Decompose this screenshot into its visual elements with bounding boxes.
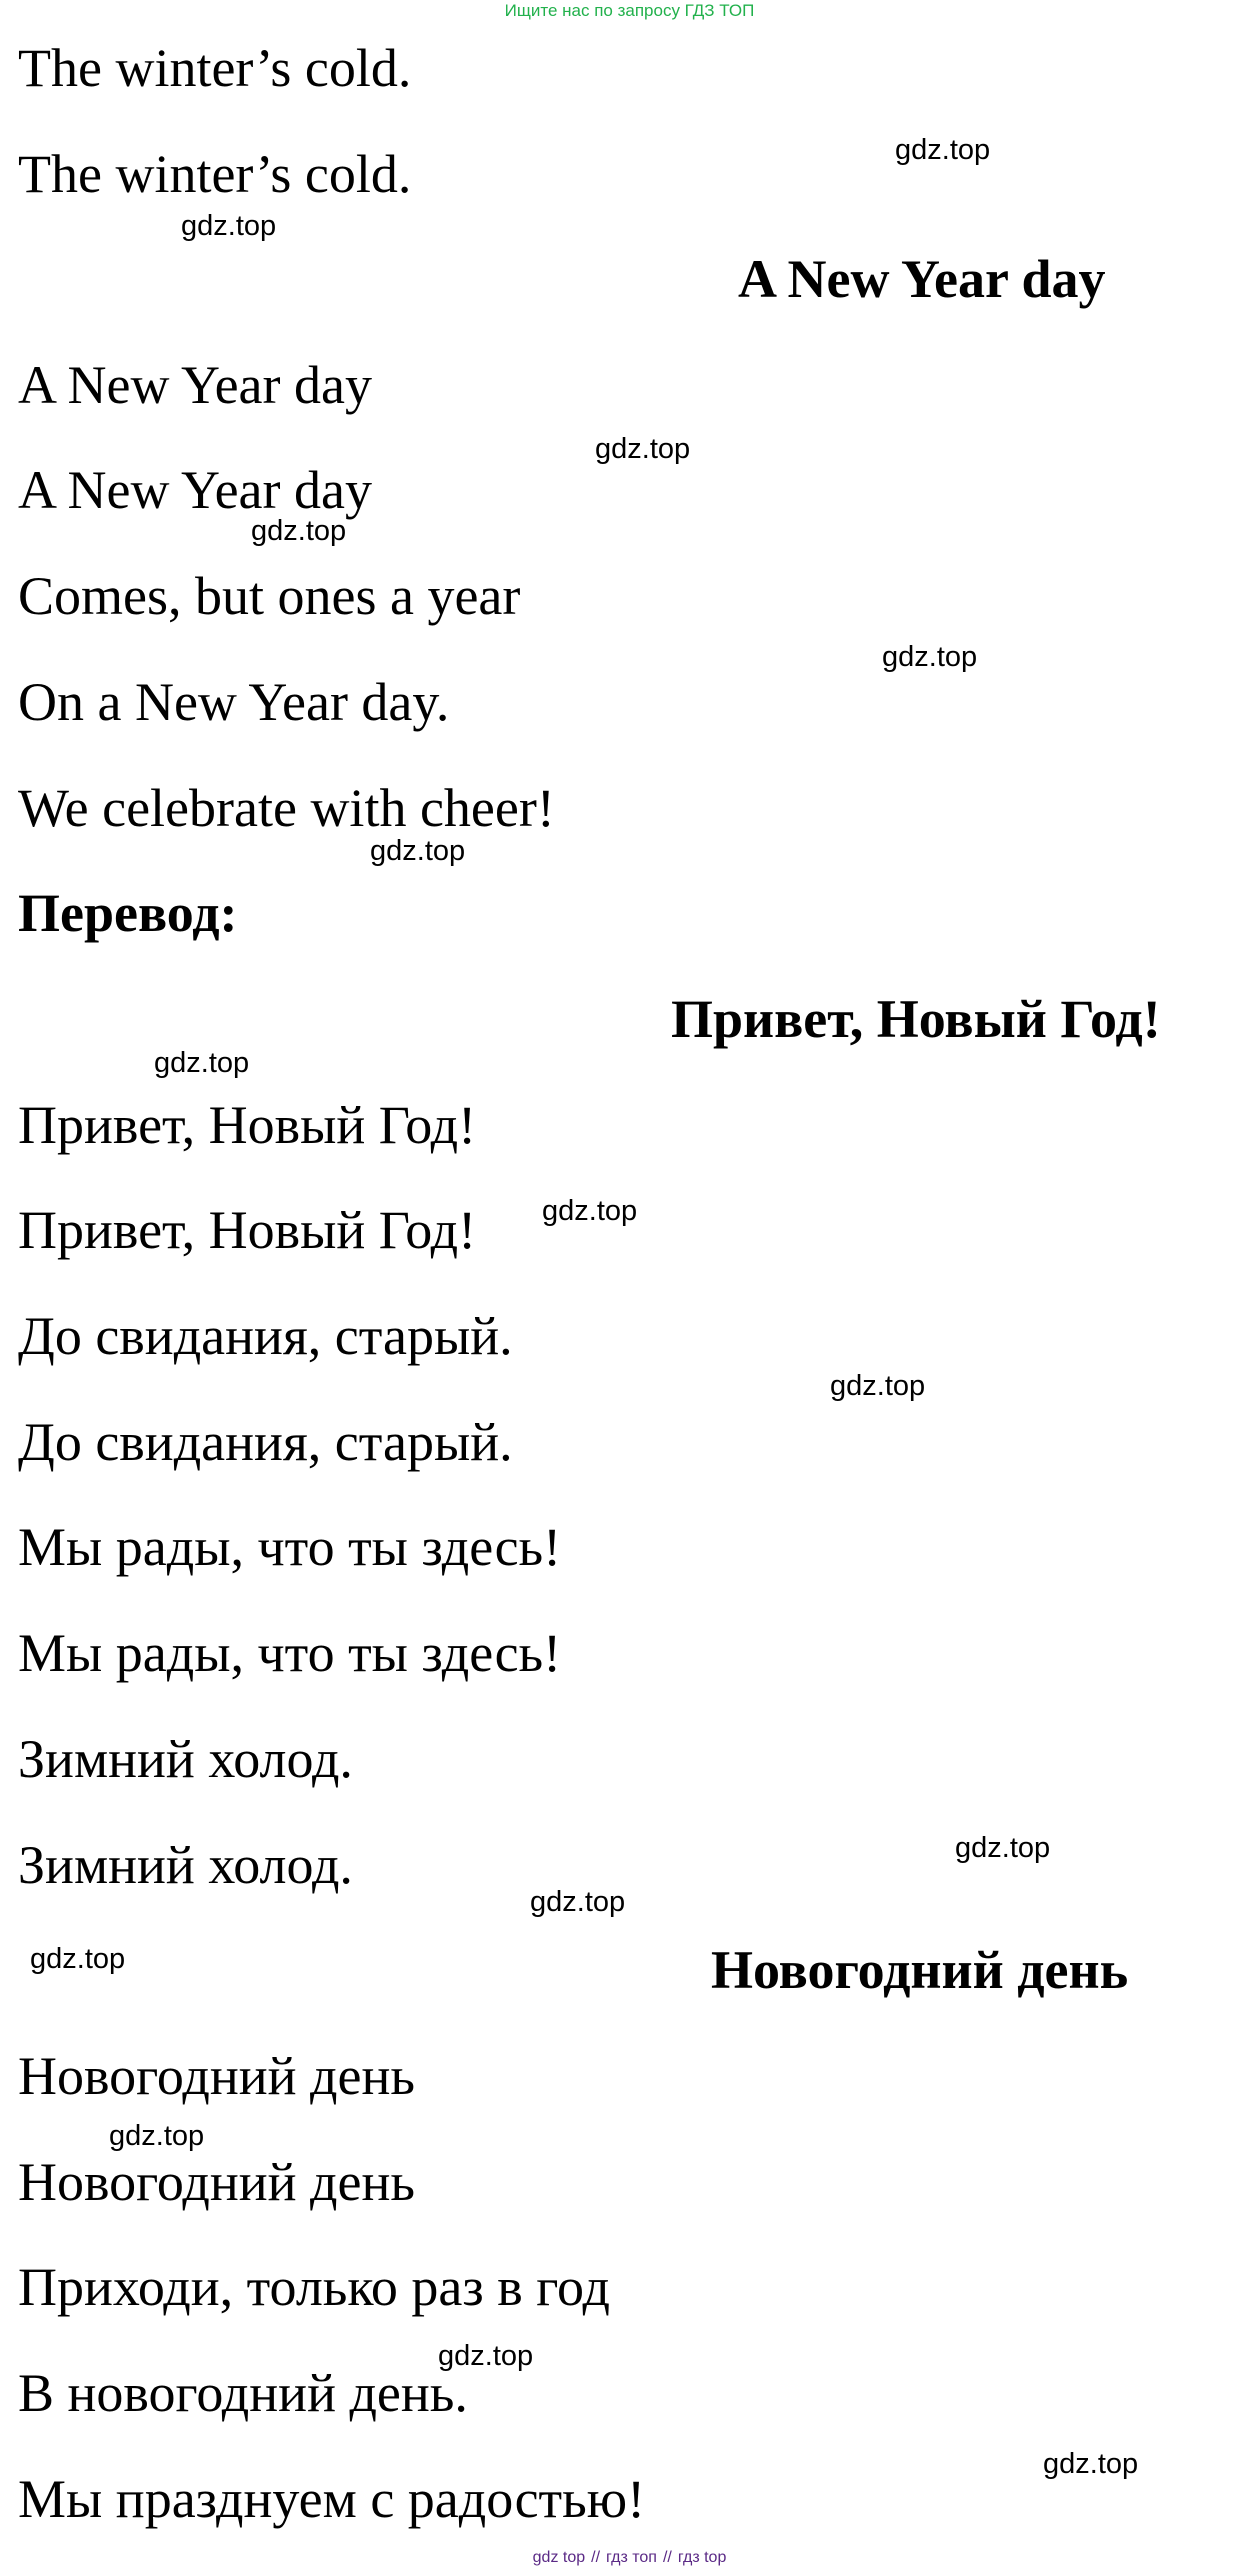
translation-title: Новогодний день [711,1940,1129,2000]
translation-line: Приходи, только раз в год [18,2257,610,2317]
footer-link[interactable]: гдз top [677,2549,727,2566]
translation-line: До свидания, старый. [18,1306,513,1366]
watermark: gdz.top [154,1047,250,1079]
translation-line: Зимний холод. [18,1835,353,1895]
translation-line: Новогодний день [18,2152,416,2212]
translation-line: Привет, Новый Год! [18,1200,477,1260]
watermark: gdz.top [595,433,691,465]
watermark: gdz.top [955,1832,1051,1864]
poem-line: The winter’s cold. [18,38,412,98]
poem-line: The winter’s cold. [18,144,412,204]
footer-separator: // [662,2549,672,2566]
top-banner: Ищите нас по запросу ГДЗ ТОП [504,1,755,20]
watermark: gdz.top [370,835,466,867]
poem-line: A New Year day [18,460,372,520]
watermark: gdz.top [530,1886,626,1918]
watermark: gdz.top [30,1943,126,1975]
translation-line: До свидания, старый. [18,1412,513,1472]
watermark: gdz.top [438,2340,534,2372]
translation-line: Привет, Новый Год! [18,1095,477,1155]
watermark: gdz.top [542,1195,638,1227]
poem-line: We celebrate with cheer! [18,778,555,838]
footer-link[interactable]: гдз топ [606,2549,657,2566]
translation-line: Мы рады, что ты здесь! [18,1623,562,1683]
watermark: gdz.top [109,2120,205,2152]
poem-line: On a New Year day. [18,672,450,732]
footer [0,2547,1259,2569]
watermark: gdz.top [882,641,978,673]
translation-line: В новогодний день. [18,2363,468,2423]
translation-title: Привет, Новый Год! [671,989,1161,1049]
translation-line: Новогодний день [18,2046,416,2106]
translation-line: Зимний холод. [18,1729,353,1789]
poem-line: A New Year day [18,355,372,415]
watermark: gdz.top [1043,2448,1139,2480]
poem-line: Comes, but ones a year [18,566,521,626]
footer-link[interactable]: gdz top [532,2549,586,2566]
poem-title: A New Year day [738,249,1106,309]
footer-separator: // [591,2549,601,2566]
translation-label: Перевод: [18,883,238,943]
translation-line: Мы празднуем с радостью! [18,2469,646,2529]
watermark: gdz.top [895,134,991,166]
watermark: gdz.top [830,1370,926,1402]
watermark: gdz.top [251,515,347,547]
watermark: gdz.top [181,210,277,242]
translation-line: Мы рады, что ты здесь! [18,1517,562,1577]
